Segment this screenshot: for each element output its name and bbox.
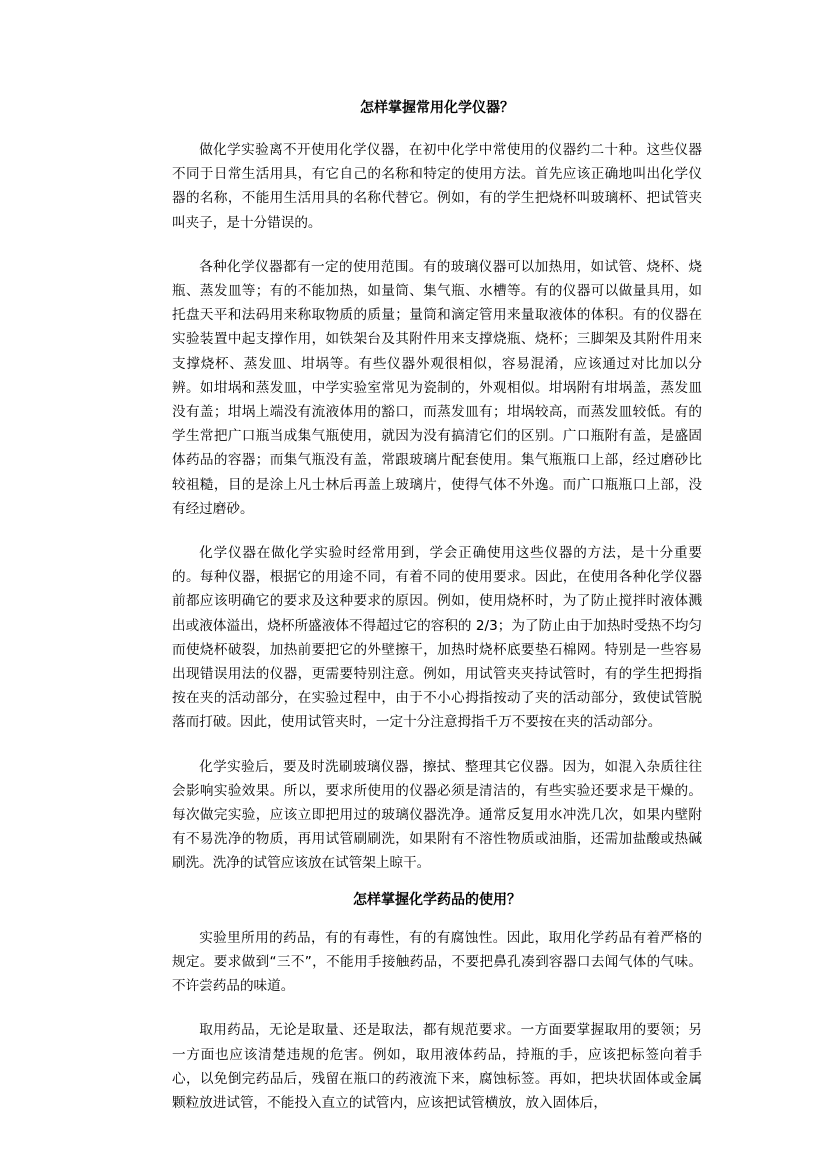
document-body (172, 98, 702, 1115)
paragraph-5: 实验里所用的药品，有的有毒性，有的有腐蚀性。因此，取用化学药品有着严格的规定。要求做到“三不”，不能用手接触药品，不要把鼻孔凑到容器口去闻气体的气味。不许尝药品的味道。 (172, 929, 702, 995)
paragraph-4: 化学实验后，要及时洗刷玻璃仪器，擦拭、整理其它仪器。因为，如混入杂质往往会影响实验效果。所以，要求所使用的仪器必须是清洁的，有些实验还要求是干燥的。每次做完实验，应该立即把用过的玻璃仪器洗净。通常反复用水冲洗几次，如果内壁附有不易洗净的物质，再用试管刷刷洗，如果附有不溶性物质或油脂，还需加盐酸或热碱刷洗。洗净的试管应该放在试管架上晾干。 (172, 758, 702, 872)
paragraph-2: 各种化学仪器都有一定的使用范围。有的玻璃仪器可以加热用，如试管、烧杯、烧瓶、蒸发皿等；有的不能加热，如量筒、集气瓶、水槽等。有的仪器可以做量具用，如托盘天平和法码用来称取物质的质量；量筒和滴定管用来量取液体的体积。有的仪器在实验装置中起支撑作用，如铁架台及其附件用来支撑烧瓶、烧杯；三脚架及其附件用来支撑烧杯、蒸发皿、坩埚等。有些仪器外观很相似，容易混淆，应该通过对比加以分辨。如坩埚和蒸发皿，中学实验室常见为瓷制的，外观相似。坩埚附有坩埚盖，蒸发皿没有盖；坩埚上端没有流液体用的豁口，而蒸发皿有；坩埚较高，而蒸发皿较低。有的学生常把广口瓶当成集气瓶使用，就因为没有搞清它们的区别。广口瓶附有盖，是盛固体药品的容器；而集气瓶没有盖，常跟玻璃片配套使用。集气瓶瓶口上部，经过磨砂比较祖糙，目的是涂上凡士林后再盖上玻璃片，使得气体不外逸。而广口瓶瓶口上部，没有经过磨砂。 (172, 258, 702, 517)
paragraph-3: 化学仪器在做化学实验时经常用到，学会正确使用这些仪器的方法，是十分重要的。每种仪器，根据它的用途不同，有着不同的使用要求。因此，在使用各种化学仪器前都应该明确它的要求及这种要求的原因。例如，使用烧杯时，为了防止搅拌时液体溅出或液体溢出，烧杯所盛液体不得超过它的容积的 2/3；为了防止由于加热时受热不均匀而使烧杯破裂，加热前要把它的外壁擦干，加热时烧杯底要垫石棉网。特别是一些容易出现错误用法的仪器，更需要特别注意。例如，用试管夹夹持试管时，有的学生把拇指按在夹的活动部分，在实验过程中，由于不小心拇指按动了夹的活动部分，致使试管脱落而打破。因此，使用试管夹时，一定十分注意拇指千万不要按在夹的活动部分。 (172, 545, 702, 731)
paragraph-6: 取用药品，无论是取量、还是取法，都有规范要求。一方面要掌握取用的要领；另一方面也应该清楚违规的危害。例如，取用液体药品，持瓶的手，应该把标签向着手心，以免倒完药品后，残留在瓶口的药液流下来，腐蚀标签。再如，把块状固体或金属颗粒放进试管，不能投入直立的试管内，应该把试管横放，放入固体后， (172, 1022, 702, 1111)
section-title-reagents: 怎样掌握化学药品的使用？ (353, 891, 521, 908)
paragraph-1: 做化学实验离不开使用化学仪器，在初中化学中常使用的仪器约二十种。这些仪器不同于日常生活用具，有它自己的名称和特定的使用方法。首先应该正确地叫出化学仪器的名称，不能用生活用具的名称代替它。例如，有的学生把烧杯叫玻璃杯、把试管夹叫夹子，是十分错误的。 (172, 142, 702, 231)
section-title-instruments: 怎样掌握常用化学仪器？ (360, 100, 514, 116)
